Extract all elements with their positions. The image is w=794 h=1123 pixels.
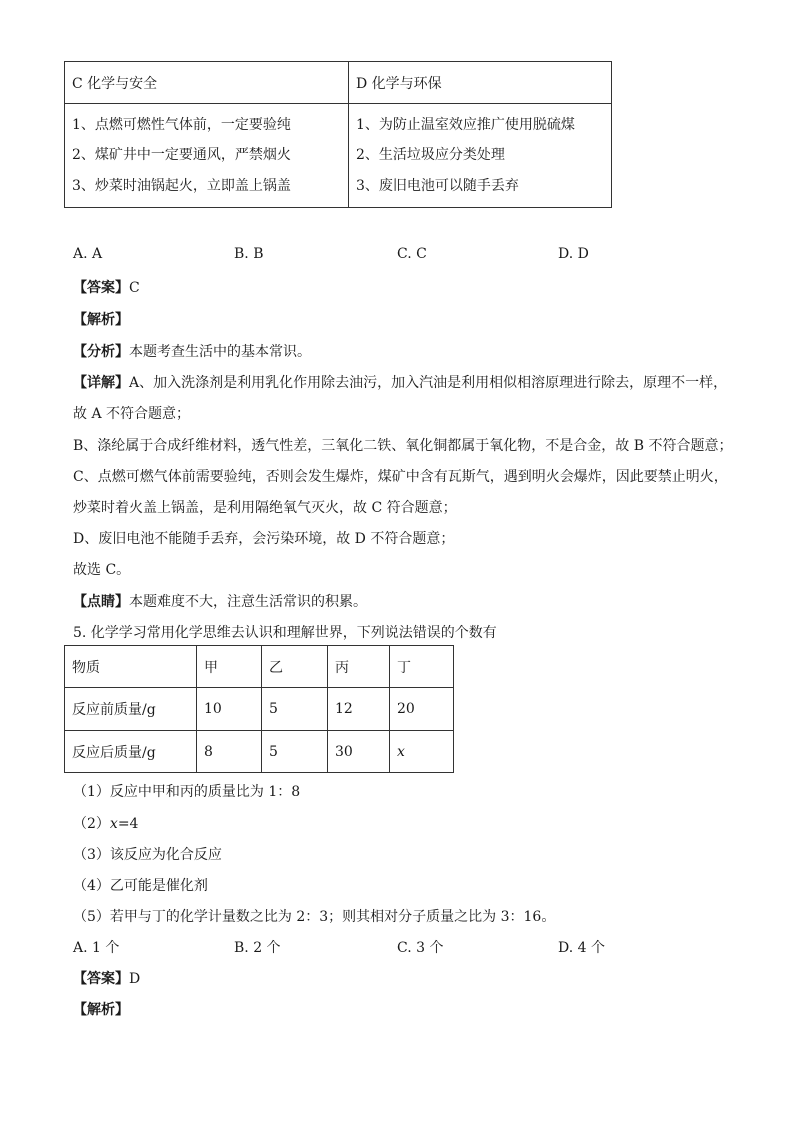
- mass-table-header: 甲: [197, 646, 262, 688]
- q4-detail-line1: [73, 372, 727, 392]
- mass-table-header: 丙: [328, 646, 390, 688]
- mass-table-cell: x: [390, 731, 454, 773]
- safety-environment-table: [64, 61, 612, 208]
- q4-fenxi: [73, 341, 311, 361]
- dianjing-tag: 【点睛】: [73, 594, 129, 610]
- q4-detail-line2: 故 A 不符合题意；: [73, 406, 191, 422]
- q5-option-b: B. 2 个: [234, 940, 281, 956]
- q4-detail-line4: C、点燃可燃气体前需要验纯，否则会发生爆炸，煤矿中含有瓦斯气，遇到明火会爆炸，因此要禁止明火，: [73, 469, 728, 485]
- detail-tag: 【详解】: [73, 375, 129, 391]
- table-cell-left: [65, 104, 349, 208]
- statement-var: x: [109, 816, 118, 832]
- q5-statement-3: （3）该反应为化合反应: [73, 847, 222, 863]
- table-cell-right: [349, 104, 612, 208]
- q4-analysis-tag: 【解析】: [73, 312, 129, 328]
- statement-rest: =4: [117, 816, 139, 832]
- mass-table-cell: 8: [197, 731, 262, 773]
- q4-option-c: C. C: [397, 246, 427, 262]
- fenxi-tag: 【分析】: [73, 344, 129, 360]
- q5-answer: [73, 968, 140, 988]
- answer-tag: 【答案】: [73, 280, 129, 296]
- mass-table-cell: 12: [328, 688, 390, 731]
- table-header-left: C 化学与安全: [65, 62, 349, 104]
- q4-option-d: D. D: [558, 246, 589, 262]
- fenxi-text: 本题考查生活中的基本常识。: [129, 344, 311, 360]
- table-header-right: D 化学与环保: [349, 62, 612, 104]
- dianjing-text: 本题难度不大，注意生活常识的积累。: [129, 594, 367, 610]
- q4-detail-line3: B、涤纶属于合成纤维材料，透气性差，三氧化二铁、氧化铜都属于氧化物，不是合金，故 B 不符合题意；: [73, 438, 733, 454]
- table-item: 3、炒菜时油锅起火，立即盖上锅盖: [72, 177, 291, 194]
- mass-table-header: 乙: [262, 646, 328, 688]
- q5-statement-1: （1）反应中甲和丙的质量比为 1：8: [73, 784, 301, 800]
- mass-table: [64, 645, 454, 773]
- q5-statement-4: （4）乙可能是催化剂: [73, 878, 208, 894]
- mass-table-header: 物质: [65, 646, 197, 688]
- mass-table-cell: 20: [390, 688, 454, 731]
- q4-dianjing: [73, 591, 367, 611]
- q4-option-b: B. B: [234, 246, 264, 262]
- q4-option-a: A. A: [73, 246, 103, 262]
- mass-table-cell: 5: [262, 731, 328, 773]
- q4-detail-line7: 故选 C。: [73, 562, 131, 578]
- q5-analysis-tag: 【解析】: [73, 1002, 129, 1018]
- q5-statement-5: （5）若甲与丁的化学计量数之比为 2：3；则其相对分子质量之比为 3：16。: [73, 909, 556, 925]
- answer-value: C: [129, 280, 140, 296]
- statement-prefix: （2）: [73, 816, 110, 832]
- q5-option-a: A. 1 个: [73, 940, 120, 956]
- mass-table-cell: 5: [262, 688, 328, 731]
- table-item: 3、废旧电池可以随手丢弃: [356, 177, 519, 194]
- mass-table-cell: 反应前质量/g: [65, 688, 197, 731]
- q4-detail-line6: D、废旧电池不能随手丢弃，会污染环境，故 D 不符合题意；: [73, 531, 455, 547]
- answer-value: D: [129, 971, 141, 987]
- q5-stem: 5. 化学学习常用化学思维去认识和理解世界，下列说法错误的个数有: [73, 625, 497, 641]
- q4-answer: [73, 277, 140, 297]
- answer-tag: 【答案】: [73, 971, 129, 987]
- q5-statement-2: [73, 813, 138, 833]
- table-item: 2、煤矿井中一定要通风，严禁烟火: [72, 147, 291, 164]
- table-item: 1、为防止温室效应推广使用脱硫煤: [356, 116, 575, 133]
- detail-text: A、加入洗涤剂是利用乳化作用除去油污，加入汽油是利用相似相溶原理进行除去，原理不一样，: [129, 375, 728, 391]
- mass-table-cell: 反应后质量/g: [65, 731, 197, 773]
- table-item: 1、点燃可燃性气体前，一定要验纯: [72, 116, 291, 133]
- q5-option-c: C. 3 个: [397, 940, 444, 956]
- table-item: 2、生活垃圾应分类处理: [356, 147, 505, 164]
- mass-table-cell: 30: [328, 731, 390, 773]
- mass-table-header: 丁: [390, 646, 454, 688]
- q5-option-d: D. 4 个: [558, 940, 605, 956]
- mass-table-cell: 10: [197, 688, 262, 731]
- q4-detail-line5: 炒菜时着火盖上锅盖，是利用隔绝氧气灭火，故 C 符合题意；: [73, 500, 457, 516]
